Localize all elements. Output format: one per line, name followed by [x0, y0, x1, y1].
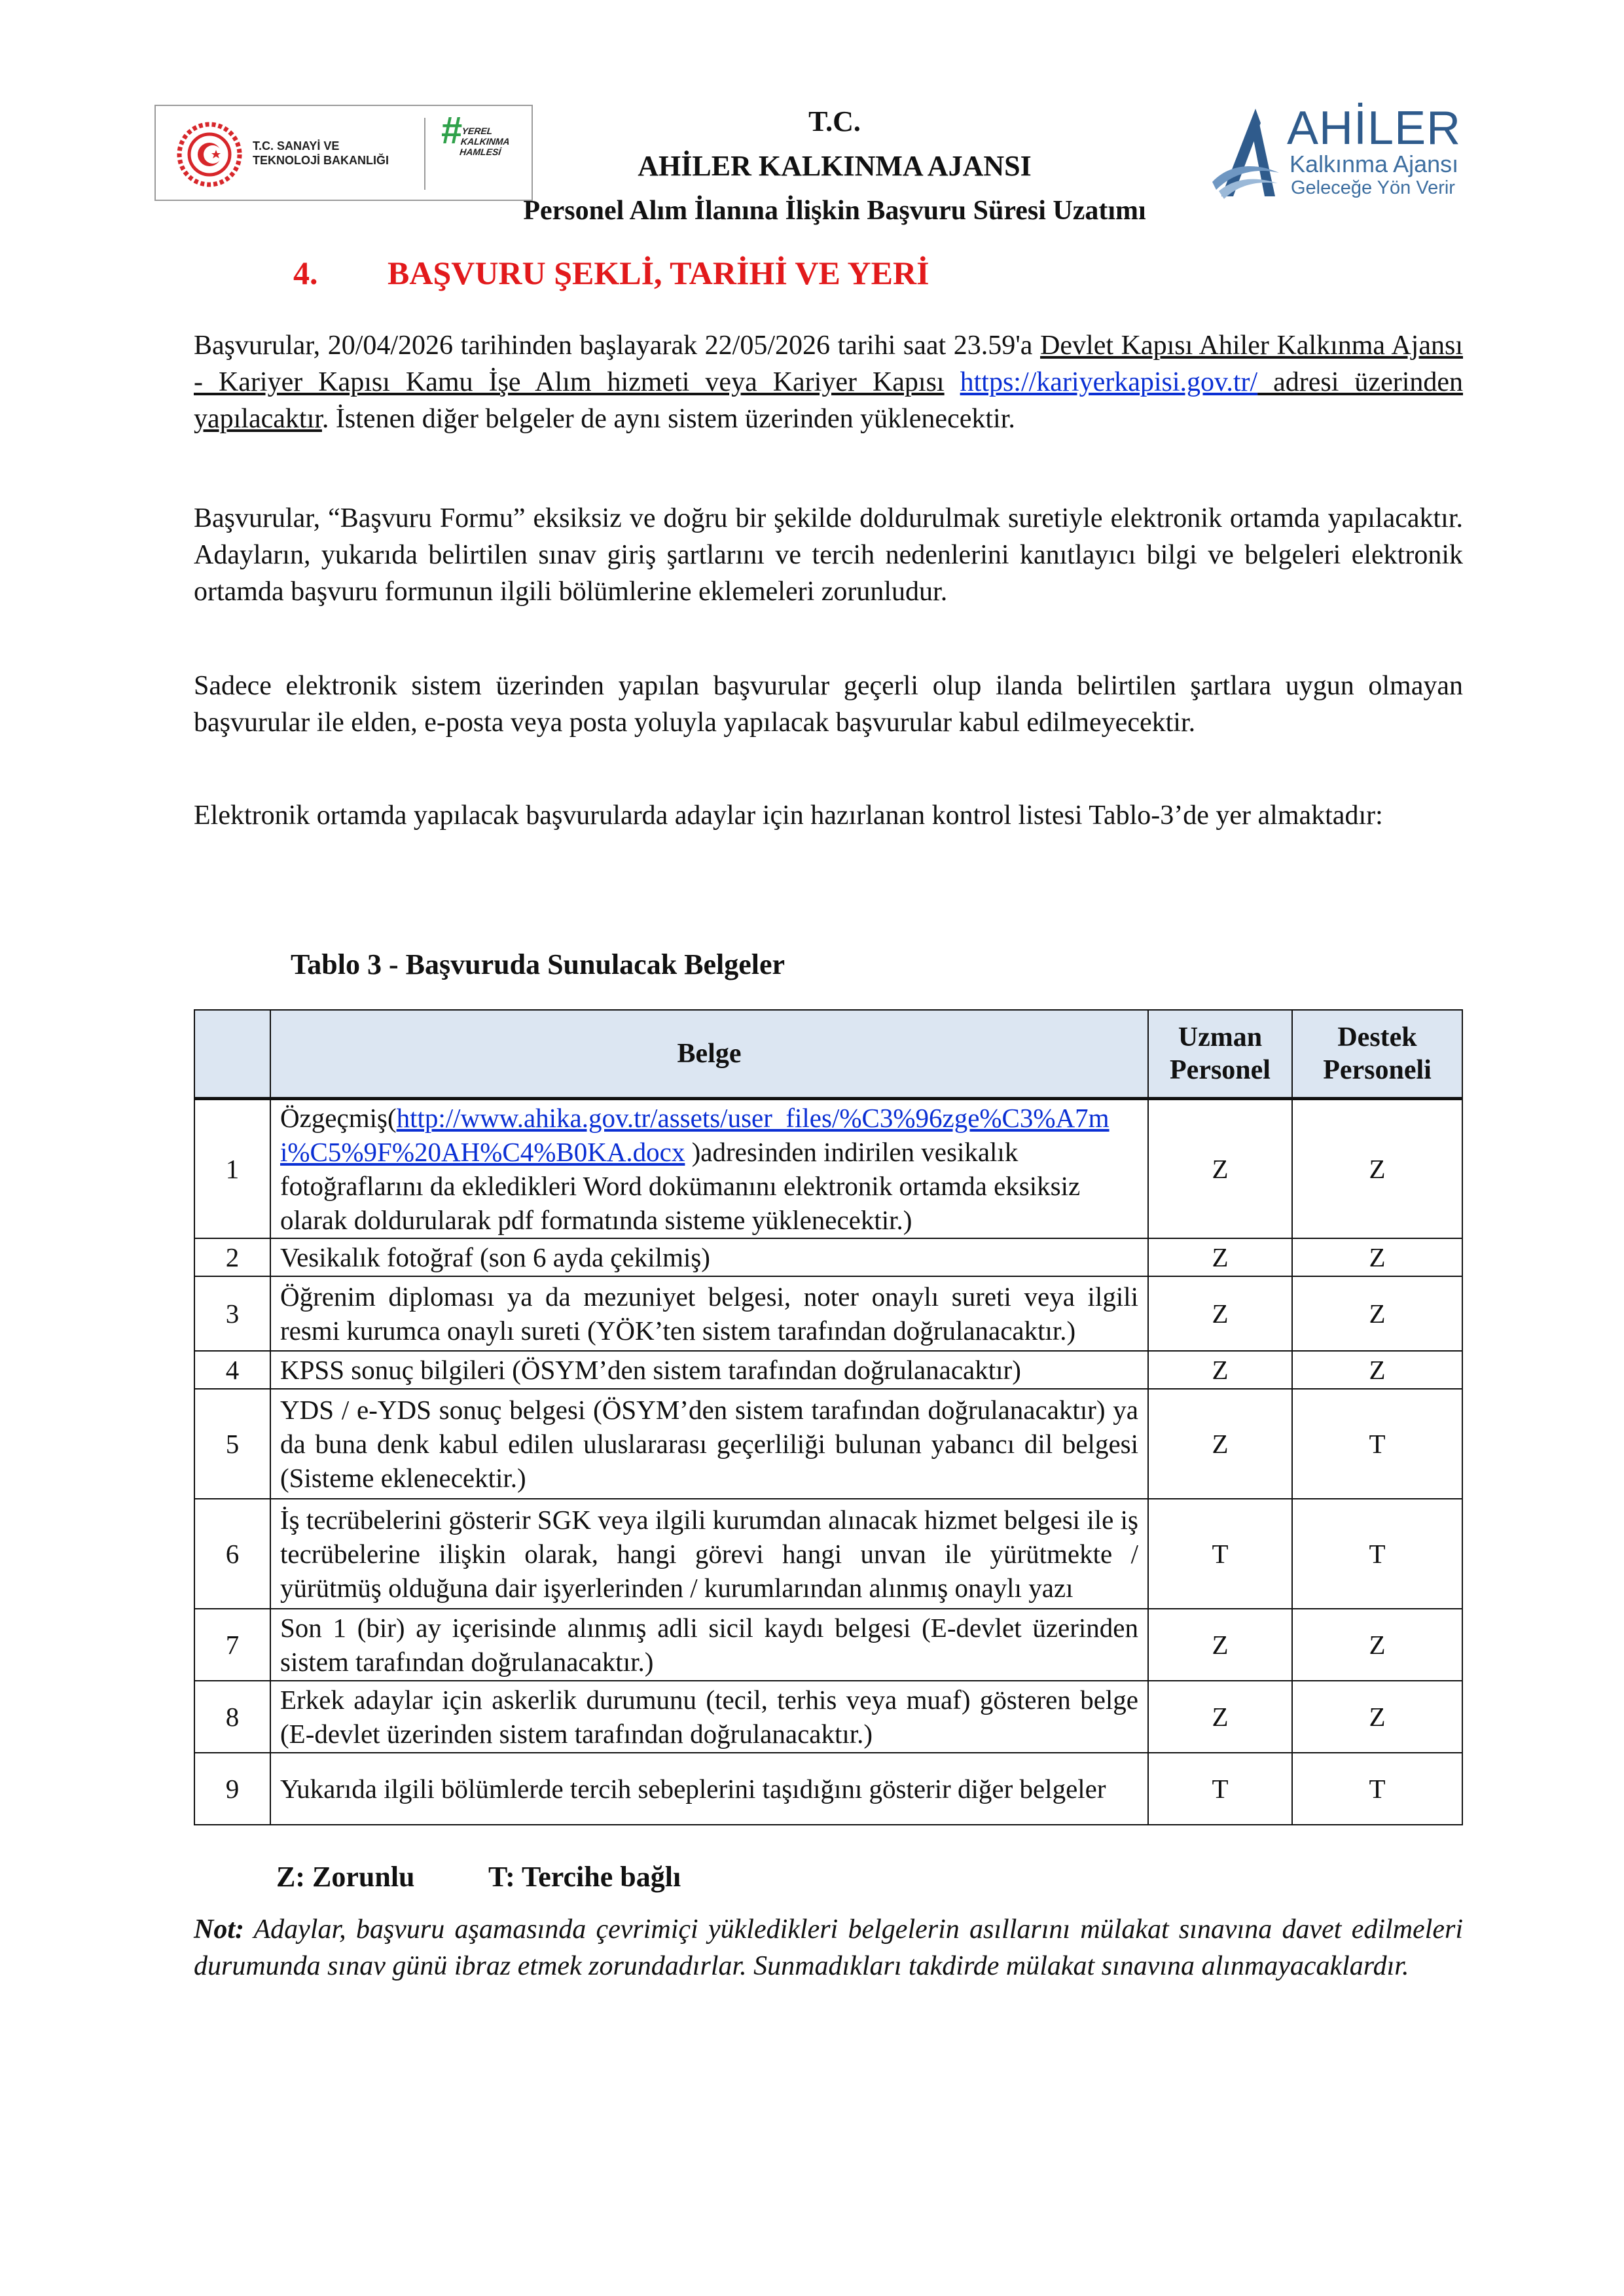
ministry-emblem-icon	[175, 120, 244, 188]
row-uzman-mark: T	[1148, 1753, 1292, 1825]
row-number: 8	[194, 1681, 270, 1753]
row-uzman-mark: Z	[1148, 1238, 1292, 1276]
row-document: KPSS sonuç bilgileri (ÖSYM’den sistem tarafından doğrulanacaktır)	[270, 1351, 1148, 1389]
header-cell-num	[194, 1010, 270, 1098]
header-cell-document: Belge	[270, 1010, 1148, 1098]
row-document: Erkek adaylar için askerlik durumunu (tecil, terhis veya muaf) gösteren belge (E-devlet üzerinden sistem tarafından doğrulanacaktır.)	[270, 1681, 1148, 1753]
table-row	[194, 1098, 1462, 1238]
note-label: Not:	[194, 1914, 244, 1945]
p1-text-b: . İstenen diğer belgeler de aynı sistem üzerinden yüklenecektir.	[321, 404, 1015, 434]
header-line-tc: T.C.	[808, 105, 861, 137]
section-title: BAŞVURU ŞEKLİ, TARİHİ VE YERİ	[388, 255, 929, 291]
table-row	[194, 1276, 1462, 1351]
motto-line3: HAMLESİ	[459, 147, 502, 157]
header-document-title: Personel Alım İlanına İlişkin Başvuru Süresi Uzatımı	[523, 196, 1146, 226]
motto-line2: KALKINMA	[460, 136, 511, 147]
cv-text-b: )adresinden indirilen vesikalık fotoğraflarını da ekledikleri Word dokümanını elektronik ortamda eksiksiz olarak doldurularak pdf formatında sisteme yüklenecektir.)	[280, 1136, 1081, 1235]
row-uzman-mark: Z	[1148, 1276, 1292, 1351]
table-row	[194, 1351, 1462, 1389]
motto-line1: YEREL	[461, 126, 494, 136]
row-destek-mark: Z	[1292, 1276, 1462, 1351]
row-document: Vesikalık fotoğraf (son 6 ayda çekilmiş)	[270, 1238, 1148, 1276]
ahiler-logo-slogan: Geleceğe Yön Verir	[1291, 177, 1455, 198]
legend-tercihe-bagli: T: Tercihe bağlı	[488, 1861, 681, 1893]
row-destek-mark: T	[1292, 1753, 1462, 1825]
header-cell-uzman-personel: Uzman Personel	[1148, 1010, 1292, 1098]
section-number: 4.	[293, 255, 318, 291]
row-number: 4	[194, 1351, 270, 1389]
note-paragraph	[194, 1911, 1463, 1984]
header-cell-destek-personeli: Destek Personeli	[1292, 1010, 1462, 1098]
table-header-row	[194, 1010, 1462, 1098]
note-text: Adaylar, başvuru aşamasında çevrimiçi yükledikleri belgelerin asıllarını mülakat sınavına davet edilmeleri durumunda sınav günü ibraz etmek zorundadırlar. Sunmadıkları takdirde mülakat sınavına alınmayacaklardır.	[194, 1914, 1463, 1981]
header-agency-name: AHİLER KALKINMA AJANSI	[638, 150, 1032, 182]
ahiler-logo-name: AHİLER	[1287, 102, 1462, 154]
row-number: 7	[194, 1609, 270, 1681]
row-document	[270, 1098, 1148, 1238]
paragraph-checklist-intro: Elektronik ortamda yapılacak başvurularda adaylar için hazırlanan kontrol listesi Tablo-3’de yer almaktadır:	[194, 800, 1383, 831]
p1-text-address: adresi üzerinden yapılacaktır	[194, 367, 1464, 434]
row-destek-mark: Z	[1292, 1609, 1462, 1681]
row-uzman-mark: Z	[1148, 1681, 1292, 1753]
row-document: Yukarıda ilgili bölümlerde tercih sebeplerini taşıdığını gösterir diğer belgeler	[270, 1753, 1148, 1825]
table-row	[194, 1499, 1462, 1609]
cv-text-a: Özgeçmiş(	[280, 1102, 397, 1133]
row-destek-mark: T	[1292, 1389, 1462, 1499]
ministry-name-line1: T.C. SANAYİ VE	[253, 139, 340, 152]
row-number: 6	[194, 1499, 270, 1609]
ahiler-logo-subtitle: Kalkınma Ajansı	[1290, 151, 1459, 177]
kariyer-kapisi-link[interactable]: https://kariyerkapisi.gov.tr/	[960, 367, 1258, 397]
documents-table	[194, 1009, 1463, 1825]
p1-portal-name: Devlet Kapısı Ahiler Kalkınma Ajansı - Kariyer Kapısı Kamu İşe Alım hizmeti veya Kariyer Kapısı	[194, 331, 1464, 397]
row-destek-mark: Z	[1292, 1351, 1462, 1389]
hashtag-icon: #	[441, 109, 463, 152]
row-document: YDS / e-YDS sonuç belgesi (ÖSYM’den sistem tarafından doğrulanacaktır) ya da buna denk kabul edilen uluslararası geçerliliği bulunan yabancı dil belgesi (Sisteme eklenecektir.)	[270, 1389, 1148, 1499]
ahiler-agency-logo	[1210, 98, 1485, 203]
table-row	[194, 1238, 1462, 1276]
row-uzman-mark: Z	[1148, 1098, 1292, 1238]
row-number: 3	[194, 1276, 270, 1351]
table-row	[194, 1389, 1462, 1499]
logo-divider	[424, 118, 425, 190]
p1-text-a: Başvurular, 20/04/2026 tarihinden başlayarak 22/05/2026 tarihi saat 23.59'a	[194, 331, 1041, 361]
row-uzman-mark: Z	[1148, 1389, 1292, 1499]
table-row	[194, 1681, 1462, 1753]
table-row	[194, 1753, 1462, 1825]
row-uzman-mark: Z	[1148, 1351, 1292, 1389]
row-number: 9	[194, 1753, 270, 1825]
row-document: Son 1 (bir) ay içerisinde alınmış adli sicil kaydı belgesi (E-devlet üzerinden sistem tarafından doğrulanacaktır.)	[270, 1609, 1148, 1681]
p1-space	[945, 367, 960, 397]
row-document: Öğrenim diploması ya da mezuniyet belgesi, noter onaylı sureti veya ilgili resmi kurumca onaylı sureti (YÖK’ten sistem tarafından doğrulanacaktır.)	[270, 1276, 1148, 1351]
paragraph-application-form: Başvurular, “Başvuru Formu” eksiksiz ve doğru bir şekilde doldurulmak suretiyle elektronik ortamda yapılacaktır. Adayların, yukarıda belirtilen sınav giriş şartlarını ve tercih nedenlerini kanıtlayıcı bilgi ve belgeleri elektronik ortamda başvuru formunun ilgili bölümlerine eklemeleri zorunludur.	[194, 503, 1463, 607]
row-uzman-mark: T	[1148, 1499, 1292, 1609]
ministry-name-line2: TEKNOLOJİ BAKANLIĞI	[253, 154, 389, 167]
paragraph-electronic-only: Sadece elektronik sistem üzerinden yapılan başvurular geçerli olup ilanda belirtilen şartlara uygun olmayan başvurular ile elden, e-posta veya posta yoluyla yapılacak başvurular kabul edilmeyecektir.	[194, 671, 1463, 738]
ahiler-mark-icon	[1210, 105, 1282, 203]
row-document: İş tecrübelerini gösterir SGK veya ilgili kurumdan alınacak hizmet belgesi ile iş tecrübelerine ilişkin olarak, hangi görevi hangi unvan ile yürütmekte / yürütmüş olduğuna dair işyerlerinden / kurumlarından alınmış onaylı yazı	[270, 1499, 1148, 1609]
row-destek-mark: Z	[1292, 1238, 1462, 1276]
legend-zorunlu: Z: Zorunlu	[276, 1861, 415, 1893]
ministry-name	[253, 139, 389, 168]
table-title: Tablo 3 - Başvuruda Sunulacak Belgeler	[291, 948, 785, 980]
row-number: 5	[194, 1389, 270, 1499]
row-destek-mark: T	[1292, 1499, 1462, 1609]
paragraph-application-dates	[194, 327, 1463, 437]
table-row	[194, 1609, 1462, 1681]
cv-template-link[interactable]: http://www.ahika.gov.tr/assets/user_files/%C3%96zge%C3%A7mi%C5%9F%20AH%C4%B0KA.docx	[280, 1102, 1110, 1167]
row-number: 2	[194, 1238, 270, 1276]
row-destek-mark: Z	[1292, 1098, 1462, 1238]
row-number: 1	[194, 1098, 270, 1238]
row-destek-mark: Z	[1292, 1681, 1462, 1753]
row-uzman-mark: Z	[1148, 1609, 1292, 1681]
